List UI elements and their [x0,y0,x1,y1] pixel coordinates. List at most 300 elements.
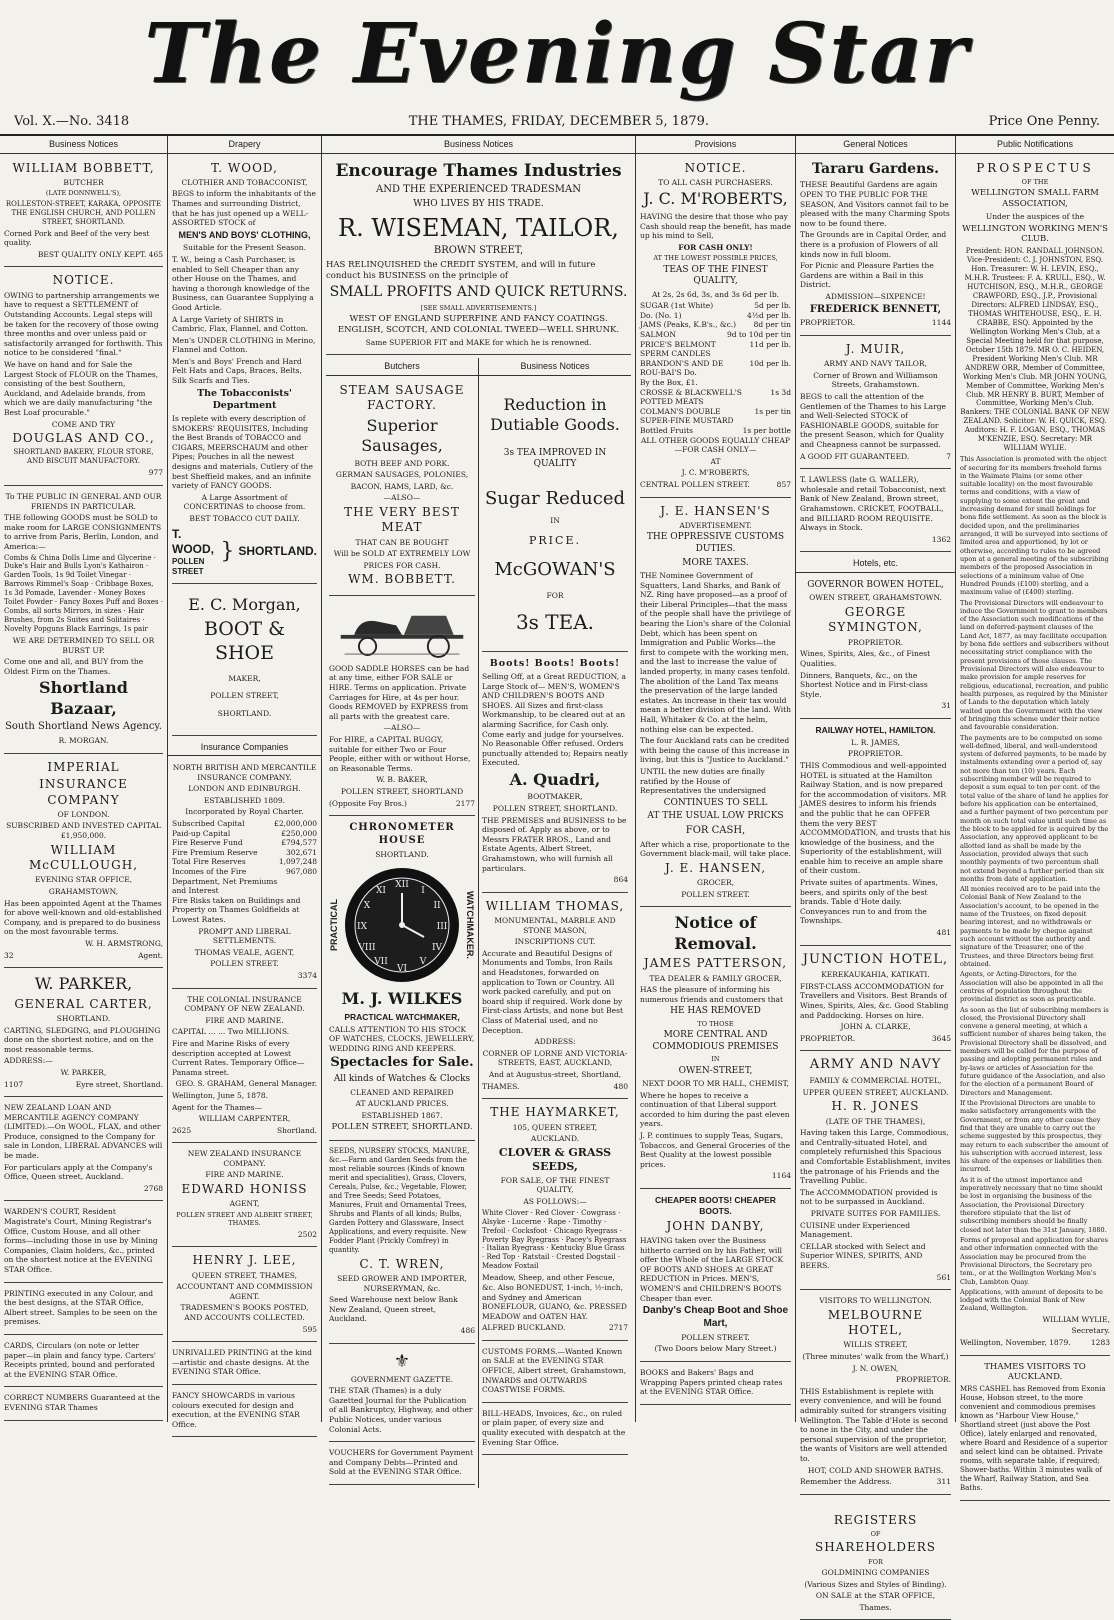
ad-body: PRINTING executed in any Colour, and the best designs, at the STAR Office, Albert street. Samples to be seen on the premises. [4,1288,158,1327]
ad-body: Accurate and Beautiful Designs of Monuments and Tombs, Iron Rails and Headstones, forwarded on application to Town or Country. All work packed carefully, and put on board ship if required. Work done by First-class Artists, and none but Best Class of Material used, and no Deception. [482,948,623,1035]
ad-number: 7 [946,451,951,461]
ad-line: T. WOOD, [172,526,214,556]
ad-line: GERMAN SAUSAGES, POLONIES, [335,470,469,480]
ad-line: SHORTLAND. [56,1013,111,1023]
ad-body: Meadow, Sheep, and other Fescue, &c. Also BONEDUST, 1-inch, ½-inch, and Sydney and American BONEFLOUR, GUANO, &c. PRESSED MEADOW and OATEN HAY. [482,1273,627,1321]
ad-army-navy-hotel [800,1054,951,1290]
ad-line: TRADESMEN'S BOOKS POSTED, AND ACCOUNTS COLLECTED. [180,1303,309,1322]
ad-line: TEAS OF THE FINEST QUALITY, [663,264,768,287]
ad-body: VOUCHERS for Government Payment and Company Debts—Printed and Sold at the EVENING STAR Office. [329,1448,474,1477]
column-public-notifications [956,136,1114,1492]
ad-heading: Encourage Thames Industries [335,160,622,181]
ad-body: FANCY SHOWCARDS in various colours executed for design and execution, at the EVENING STAR Office. [172,1390,300,1429]
ad-line: PRACTICAL WATCHMAKER, [344,1011,460,1022]
ad-line: THOMAS VEALE, AGENT, [194,947,295,957]
ad-number: 1283 [1090,1337,1110,1347]
clock-block [329,861,475,989]
ad-governor-bowen [800,577,951,719]
ad-line: HOT, COLD AND SHOWER BATHS. [807,1465,944,1475]
ad-heading: WELLINGTON WORKING MEN'S CLUB. [962,223,1108,245]
ad-line: 864 [613,875,628,885]
ad-heading: SHAREHOLDERS [814,1540,937,1555]
ad-line: AT THE USUAL LOW PRICKS [647,811,784,822]
column-provisions [636,136,796,1422]
ad-line: Wellington, June 5, 1878. [172,1090,268,1100]
ad-wood [172,158,317,584]
ad-heading: NEW ZEALAND INSURANCE COMPANY. [187,1149,302,1168]
svg-text:VII: VII [374,957,388,968]
ad-line: South Shortland News Agency. [5,721,162,733]
ad-heading: SMALL PROFITS AND QUICK RETURNS. [329,283,628,300]
ad-mcroberts [640,158,791,498]
ad-line: Under the auspices of the [985,211,1085,221]
ad-line: W. H. ARMSTRONG, [85,938,163,948]
table-row [640,330,791,340]
row-value: 5d per lb. [754,301,791,311]
ad-customs [482,1344,628,1403]
ad-body: CUISINE under Experienced Management. [800,1220,911,1240]
ad-line: ON SALE at the STAR OFFICE, [815,1591,936,1601]
section-header: Hotels, etc. [796,555,955,573]
subcolumn-butchers [326,358,478,1488]
ad-body: Is replete with every description of SMOKERS' REQUISITES, Including the Best Brands of TOBACCO and CIGARS, MEERSCHAUM and other Pipes; Pouches in all the newest designs and materials, Cutlery of the best Sheffield makes, and an infinite variety of FANCY GOODS. [172,413,313,491]
ad-heading: THE HAYMARKET, [490,1105,620,1120]
ad-body: Fire and Marine Risks of every description accepted at Lowest Current Rates. Temporary Office—Panama street. [172,1038,305,1077]
ad-line: WHO LIVES BY HIS TRADE. [413,199,544,210]
ad-heading: FREDERICK BENNETT, [809,303,942,315]
ad-line: —ALSO— [383,723,421,733]
ad-line: BEST QUALITY ONLY KEPT. 465 [37,249,163,259]
ad-body: As soon as the list of subscribing members is closed, the Provisional Directory shall convene a general meeting, at which a sufficient number of shares being taken, the Provisional Directory shall be dissolved, and members will be called for the purpose of passing and adopting permanent rules and by-laws or articles of Association for the future guidance of the Association, and also for the election of a permanent Board of Directors and Management. [960,1005,1109,1097]
ad-line: PRICE. [529,533,581,547]
ad-body: THESE Beautiful Gardens are again OPEN TO THE PUBLIC FOR THE SEASON, And Visitors cannot fail to be pleased with the many Charming Spots now to be found there. [800,180,950,228]
ad-line: 31 [941,701,951,711]
ad-line: Come one and all, and BUY from the Oldest Firm on the Thames. [4,657,144,676]
ad-line: JOHN A. CLARKE, [840,1022,911,1032]
row-label: Bottled Fruits [640,425,693,435]
ad-line: 977 [148,468,163,478]
row-label: Fire Reserve Fund [172,838,243,848]
ad-line: BROWN STREET, [433,245,524,257]
ad-heading: NOTICE. [684,160,747,175]
ad-haymarket [482,1102,628,1341]
section-header: Butchers [326,358,478,376]
ad-line: Corner of Brown and Williamson Streets, Grahamstown. [813,370,938,390]
ad-town: Shortland. [277,1125,317,1135]
ad-heading: IMPERIAL [47,759,120,774]
ad-line: GOLDMINING COMPANIES [821,1568,930,1578]
ad-line: All kinds of Watches & Clocks [333,1074,471,1085]
price-list [640,301,791,435]
row-label: COLMAN'S DOUBLE SUPER-FINE MUSTARD [640,406,734,426]
section-header: Drapery [168,136,321,154]
ad-melbourne-hotel [800,1293,951,1495]
column-business-notices-1 [0,136,168,1422]
table-row [640,359,791,378]
ad-number: 2177 [455,798,475,808]
ad-line: AUCKLAND. [530,1134,580,1144]
ad-number: 311 [936,1477,951,1487]
ad-line [329,799,475,809]
ad-heading: CHEAPER BOOTS! CHEAPER BOOTS. [655,1194,776,1216]
ad-line: COME AND TRY [51,419,116,429]
ad-heading: BOOT & SHOE [203,618,286,665]
ad-line: L. R. JAMES, [851,737,900,747]
ad-body: The payments are to be computed on some well-defined, liberal, and well-understood system of deferred payments, to be made by instalments extending over a period of, say not more than ten (10) years. Each subscribing member will be required to deposit a sum equal to ten per cent. of the total value of the share of land he applies for before his application can be entertained, and a further payment of two percentum per month on such total value until such time as the block to be applied for is acquired by the Association, any approved applicant to be allotted land as shall be made by the Association, provided always that such monthly payments of two percentum shall not extend beyond a further period than six months from date of application. [960,733,1109,883]
subcolumns [326,358,631,1488]
ad-line: And at Augustus-street, Shortland, [488,1069,622,1079]
row-value: £794,577 [281,838,317,848]
ad-heading: C. T. WREN, [359,1256,445,1271]
ad-heading: WILLIAM THOMAS, [485,898,625,913]
ad-heading: A. Quadri, [509,769,601,789]
ad-line [800,1477,951,1487]
column-general-notices [796,136,956,1612]
ad-line: WE ARE DETERMINED TO SELL OR BURST UP. [12,636,155,655]
ad-body: HAVING taken over the Business hitherto carried on by his Father, will offer the Whole of the LARGE STOCK OF BOOTS AND SHOES At GREAT REDUCTION in Prices. MEN'S, WOMEN'S and CHILDREN'S BOOTS Cheaper than ever. [640,1236,784,1303]
ad-line: 3s TEA IMPROVED IN QUALITY [503,447,607,470]
table-row [640,426,791,436]
ad-line: 486 [460,1326,475,1335]
ad-line [640,480,791,490]
ad-line: Same SUPERIOR FIT and MAKE for which he is renowned. [365,337,592,347]
ad-line: 2768 [143,1183,163,1193]
ad-heading: McGOWAN'S [494,558,616,580]
ad-line: LONDON AND EDINBURGH. [188,784,301,794]
ad-line: PROMPT AND LIBERAL SETTLEMENTS. [198,926,291,946]
ad-line: PRICES FOR CASH. [363,560,441,570]
ad-line: HE HAS REMOVED [670,1006,761,1017]
ad-line: IN [711,1055,720,1064]
svg-text:I: I [421,886,425,897]
ad-vouchers [329,1445,475,1485]
ad-body: BEGS to call the attention of the Gentlemen of the Thames to his Large and Well-Selected STOCK of FASHIONABLE GOODS, suitable for the present Season, which for Quality and Cheapness cannot be surpassed. [800,392,946,450]
ad-heading: Boots! Boots! Boots! [489,657,621,669]
row-value: 10d per lb. [749,358,791,368]
ad-line: OF [870,1530,881,1539]
ad-heading: THE COLONIAL INSURANCE COMPANY OF NEW ZEALAND. [184,994,305,1014]
ad-line: PROPRIETOR. [895,1375,951,1385]
ad-line: J. N. OWEN, [852,1363,899,1373]
volume-number: Vol. X.—No. 3418 [14,113,130,129]
ad-line: KEREKAUKAHIA, KATIKATI. [821,970,930,980]
ad-mcgowan [482,380,628,652]
ad-body: J. P. continues to supply Teas, Sugars, Tobaccos, and General Groceries of the Best Quality at the lowest possible prices. [640,1130,791,1169]
ad-line: MONUMENTAL, MARBLE AND STONE MASON, [494,916,616,935]
ad-line: OF LONDON. [57,809,110,819]
ad-line: THE OPPRESSIVE CUSTOMS DUTIES. [646,532,785,554]
ad-baker [329,599,475,816]
ad-body: All monies received are to be paid into the Colonial Bank of New Zealand to the Association's account, to be opened in the name of the Trustees, on fixed deposit bearing interest, and no withdrawals or payments to be made by cheque against such account without the authority and signature of the Treasurer, one of the Trustees, and three Directors being first obtained. [960,885,1101,968]
carriage-icon [335,605,469,661]
clock-icon [342,865,462,985]
ad-railway-hotel [800,722,951,946]
row-label: Paid-up Capital [172,828,231,838]
ad-line: A Large Assortment of CONCERTINAS to choose from. [183,492,306,512]
ad-heading: CLOVER & GRASS SEEDS, [498,1145,612,1173]
ad-line: WILLIS STREET, [843,1340,908,1350]
ad-body: President: HON. RANDALL JOHNSON. Vice-President: C. J. JOHNSTON, ESQ. Hon. Treasurer: W. H. LEVIN, ESQ., M.H.R. Trustees: F. A. KRULL, ESQ., W. HUTCHISON, ESQ., M.H.R., GEORGE CRAWFORD, ESQ., J.P., Provisional Directors: ALFRED LINDSAY, ESQ., THOMAS WHITEHOUSE, ESQ., E. H. CRABBE, ESQ. Appointed by the Wellington Working Men's Club, at a Special Meeting held for that purpose, October 15th 1879. MR O. C. HEIDEN, President Working Men's Club. MR ANDREW ORR, Member of Committee, Working Men's Club. MR JOHN YOUNG, Member of Committee, Working Men's Club. MR HENRY B. BURT, Member of Committee, Working Men's Club. Bankers: THE COLONIAL BANK OF NEW ZEALAND. Solicitor: W. H. QUICK, ESQ. Auditors: H. F. LOGAN, ESQ., THOMAS M'KENZIE, ESQ. Secretary: MR WILLIAM WYLIE. [960,247,1110,453]
ad-line: Incorporated by Royal Charter. [185,807,304,817]
column-drapery [168,136,322,1429]
column-business-notices-2 [322,136,636,1477]
ad-number: 1144 [931,318,951,328]
section-header: Public Notifications [956,136,1114,154]
svg-text:XI: XI [376,886,386,897]
ad-body: The Provisional Directors will endeavour to induce the Government to grant to members of the Association such modifications of the land on deferred-payment clauses of the Land Act, 1877, as may facilitate occupation by bona fide settlers and subscribers without necessitating strict compliance with the present provisions of those clauses. The Provisional Directors will also endeavour to make provision for ample reserves for religious, educational, recreation, and public health purposes, as required by the Minister of Lands to the deputation which lately waited upon the Government with the view of bringing this scheme under their notice and favourable consideration. [960,598,1110,732]
ad-heading: EDWARD HONISS [181,1182,308,1197]
ad-line [4,951,163,961]
ad-line: FOR CASH, [685,824,746,836]
ad-name: ALFRED BUCKLAND. [482,1323,566,1333]
section-header: Business Notices [479,358,631,376]
ad-prospectus [960,158,1110,1356]
ad-line [800,1034,951,1044]
ad-body: THE STAR (Thames) is a duly Gazetted Journal for the Publication of all Bankruptcy, Highway, and other Public Notices, under various Colonial Acts. [329,1386,473,1434]
ad-heading: JAMES PATTERSON, [643,956,788,971]
ad-line: PROPRIETOR. [847,749,904,759]
ad-heading: INSURANCE COMPANY [39,777,128,807]
ad-body: CARDS, Circulars (on note or letter paper—in plain and fancy type. Carters' Receipts printed, bound and perforated at the EVENING STAR Office. [4,1340,156,1379]
ad-heading: Superior Sausages, [361,415,443,456]
ad-line: (Three minutes' walk from the Wharf,) [802,1352,949,1361]
ad-thomas [482,896,628,1099]
ad-line: Agent for the Thames— [172,1102,263,1112]
ad-line: EVENING STAR OFFICE, [34,875,133,885]
ad-bazaar [4,489,163,754]
ad-heading: To THE PUBLIC IN GENERAL AND OUR FRIENDS IN PARTICULAR. [5,491,162,511]
ad-patterson [640,910,791,1189]
row-label: SALMON [640,330,676,340]
ad-body: Forms of proposal and application for shares and other information connected with the Association may be procured from the Provisional Directors, the Secretary pro tem., or at the Wellington Working Men's Club, Lambton Quay. [960,1235,1108,1286]
ad-correct [4,1390,163,1420]
row-value: 4½d per lb. [746,310,791,320]
ad-note: (Opposite Foy Bros.) [329,798,407,808]
ad-line: FAMILY & COMMERCIAL HOTEL, [809,1076,942,1086]
table-row [172,848,317,858]
ad-line: INSCRIPTIONS CUT. [514,937,596,947]
row-value: £2,000,000 [274,819,317,829]
ad-number: 1107 [4,1079,24,1089]
ad-heading: MELBOURNE HOTEL, [827,1307,924,1338]
ad-body: Wines, Spirits, Ales, &c., of Finest Qualities. [800,649,931,668]
ad-line: Secretary. [1071,1326,1110,1336]
ad-line: BACON, HAMS, LARD, &c. [350,481,454,491]
ad-body: THE following GOODS must be SOLD to make room for LARGE CONSIGNMENTS to arrive from Paris, Berlin, London, and America:— [4,513,162,551]
row-value: 1s per bottle [742,425,791,435]
ad-line: 1362 [931,534,951,544]
ad-heading: VISITORS TO WELLINGTON. [819,1296,932,1306]
ad-line: BEST TOBACCO CUT DAILY. [189,513,300,523]
ad-line: BUTCHER [63,177,104,187]
ad-town: THAMES. [482,1081,520,1091]
ad-body: CALLS ATTENTION TO HIS STOCK OF WATCHES, CLOCKS, JEWELLERY, WEDDING RING AND KEEPERS. [329,1024,475,1053]
ad-line: MAKER, [228,673,261,683]
ad-body: A Large Variety of SHIRTS in Cambric, Flax, Flannel, and Cotton. [172,314,308,334]
ad-lawless [800,472,951,552]
ad-line: FOR CASH ONLY! [678,242,753,252]
ad-heading: Danby's Cheap Boot and Shoe Mart, [642,1305,789,1330]
ad-line: Remember the Address. [800,1477,892,1487]
ad-line [4,1080,163,1090]
issue-date: THE THAMES, FRIDAY, DECEMBER 5, 1879. [408,113,710,129]
section-header: Provisions [636,136,795,154]
ad-line: QUEEN STREET, THAMES, [191,1270,298,1280]
ad-line: TEA DEALER & FAMILY GROCER, [649,973,782,983]
ad-role: Agent. [138,950,163,960]
ad-line [482,1082,628,1092]
dateline [0,108,1114,136]
ad-heading: JOHN DANBY, [666,1218,765,1233]
ad-street: Eyre street, Shortland. [75,1079,163,1089]
table-row [640,388,791,407]
ad-body: HAS RELINQUISHED the CREDIT SYSTEM, and will in future conduct his BUSINESS on the principle of [326,260,596,281]
ad-line: Suitable for the Present Season. [182,243,306,253]
ad-line: AS FOLLOWS:— [523,1197,587,1207]
ad-line [960,1338,1110,1348]
row-value: 967,080 [285,867,317,877]
ad-line: A GOOD FIT GUARANTEED. [800,451,910,461]
coat-of-arms-icon: ⚜ [393,1350,411,1372]
section-header: Business Notices [0,136,167,154]
ad-heading: H. R. JONES [831,1099,920,1114]
ad-line [800,452,951,462]
ad-body: T. LAWLESS (late G. WALLER), wholesale and retail Tobacconist, next Bank of New Zealand, Brown street, Grahamstown. CRICKET, FOOTBALL, and BILLIARD ROOM REQUISITE. Always in Stock. [800,475,946,533]
ad-line: (Various Sizes and Styles of Binding). [804,1579,947,1589]
ad-line [482,1323,628,1333]
ad-body: THIS Commodious and well-appointed HOTEL is situated at the Hamilton Railway Station, and is now prepared for the accommodation of visitors. MR JAMES desires to inform his friends and the public that he can OFFER them the very BEST ACCOMMODATION, and trusts that his knowledge of the business, and the Superiority of the establishment, will enable him to receive an ample share of their custom. [800,760,951,876]
ad-parker [4,971,163,1097]
row-label: JAMS (Peaks, K.B's., &c.) [640,320,737,330]
ad-line: FOR [868,1557,883,1566]
ad-body: Dinners, Banquets, &c., on the Shortest Notice and in First-class Style. [800,670,928,699]
ad-body: Combs & China Dolls Lime and Glycerine · Duke's Hair and Bulls Lyon's Kathairon · Garden Tools, 1s 9d Toilet Vinegar · Barrows Rimmel's Soap · Cribbage Boxes, 1s 3d Pomade, Lavender · Money Boxes Toilet Powder · Fancy Boxes Puff and Boxes · Combs, all sorts Mirrors, in sizes · Hair Brushes, from 2s Suites and Solitaires · Novelty Popguns Black Earrings, 1s pair [4,553,164,634]
ad-line: FOR SALE, OF THE FINEST QUALITY, [500,1175,610,1195]
ad-body: As it is of the utmost importance and imperatively necessary that no time should be lost in organising the business of the Association, the Provisional Directory therefore stipulate that the list of subscribing members should be finally closed not later than the 31st January, 1880. [960,1175,1107,1234]
ad-line: PRACTICAL [329,899,339,952]
ad-heading: 3s TEA. [515,610,595,635]
ad-muir [800,339,951,469]
ad-body: Men's and Boys' French and Hard Felt Hats and Caps, Braces, Belts, Silk Scarfs and Ties. [172,356,302,386]
section-header: Business Notices [322,136,635,154]
row-label: Fire Premium Reserve [172,847,258,857]
svg-text:II: II [433,901,441,912]
ad-heading: J. C. M'ROBERTS, [643,189,788,209]
ad-line: POLLEN STREET. [210,959,279,969]
ad-line: SHORTLAND BAKERY, FLOUR STORE, AND BISCUIT MANUFACTORY. [13,448,154,466]
ad-line: SHORTLAND. [238,544,317,559]
ad-body: Where he hopes to receive a continuation of that Liberal support accorded to him during the past eleven years. [640,1090,790,1129]
ad-body: THIS Establishment is replete with every convenience, and will be found admirably suited for strangers visiting Wellington. The Table d'Hote is second to none in the City, and under the personal supervision of the proprietor, the wants of Visitors are well attended to. [800,1386,949,1463]
ad-line: CLEANED AND REPAIRED [350,1087,454,1097]
ad-heading: M. J. WILKES [341,989,463,1009]
ad-body: WARDEN'S COURT, Resident Magistrate's Court, Mining Registrar's Office, Custom House, and all other forms—including those in use by Mining Companies, Claim holders, &c., printed on the shortest notice at the EVENING STAR Office. [4,1207,158,1275]
ad-body: Private suites of apartments. Wines, beers, and spirits only of the best brands. Table d'Hote daily. Conveyances run to and from the Townships. [800,878,938,926]
ad-line: AT AUCKLAND PRICES. [355,1099,449,1109]
ad-line: WATCHMAKER. [465,891,475,960]
table-row [640,407,791,426]
ad-heading: NORTH BRITISH AND MERCANTILE INSURANCE COMPANY. [172,763,317,782]
ad-line [800,318,951,328]
price: Price One Penny. [988,113,1100,129]
ad-body: T. W., being a Cash Purchaser, is enabled to Sell Cheaper than any other House on the Thames, and having a thorough knowledge of the Business, can Guarantee Supplying a Good Article. [172,254,314,312]
ad-body: UNTIL the new duties are finally ratified by the House of Representatives the undersigned [640,766,767,796]
ad-line: AT THE LOWEST POSSIBLE PRICES, [653,254,778,263]
ad-line: MORE CENTRAL AND COMMODIOUS PREMISES [652,1030,779,1052]
ad-line: FIRE AND MARINE. [205,1170,284,1180]
ad-line: (LATE DONNWELL'S), [45,189,122,198]
svg-text:III: III [436,922,448,933]
ad-bakers-bags [640,1365,791,1405]
ad-number: 2717 [608,1323,628,1333]
ad-printing [4,1286,163,1335]
ad-line: 481 [936,928,951,938]
ad-line: [SEE SMALL ADVERTISEMENTS.] [420,303,537,312]
row-value: 11d per lb. [749,339,791,349]
ad-line: POLLEN STREET. [681,1332,750,1342]
row-label: Total Fire Reserves [172,857,246,867]
section-header: Insurance Companies [168,739,321,757]
ad-body: Having taken this Large, Commodious, and Centrally-situated Hotel, and completely refurnished this Spacious and Comfortable Establishment, invites the patronage of his Friends and the Travelling Public. [800,1128,951,1186]
ad-body: The ACCOMMODATION provided is not to be surpassed in Auckland. [800,1187,938,1207]
svg-text:VI: VI [396,964,408,975]
ad-heading: WILLIAM McCULLOUGH, [28,842,139,873]
ad-line: PROPRIETOR. [847,637,904,647]
masthead-title: The Evening Star [144,6,970,102]
masthead [0,0,1114,108]
carriage-engraving [335,605,469,661]
ad-line: POLLEN STREET, [210,691,279,701]
row-label: Incomes of the Fire Department, Net Premiums and Interest [172,867,278,896]
ad-body: BILL-HEADS, Invoices, &c., on ruled or plain paper, of every size and quality executed with despatch at the Evening Star Office. [482,1408,626,1447]
ad-heading: R. WISEMAN, TAILOR, [338,213,619,242]
table-row [640,311,791,321]
svg-text:XII: XII [395,880,409,891]
ad-junction-hotel [800,949,951,1052]
svg-text:IX: IX [357,922,367,933]
ad-line: GRAHAMSTOWN, [48,886,119,896]
ad-line: WEST OF ENGLAND SUPERFINE AND FANCY COATINGS. ENGLISH, SCOTCH, AND COLONIAL TWEED—WELL SHRUNK. [337,314,620,335]
row-label: CROSSE & BLACKWELL'S POTTED MEATS [640,387,742,407]
ad-line: ADDRESS: [534,1037,576,1047]
ad-tararu [800,158,951,336]
ad-line: W. B. BAKER, [376,775,428,785]
ad-body: For Picnic and Pleasure Parties the Gardens are within a Bail in this District. [800,261,934,290]
ad-body: FIRST-CLASS ACCOMMODATION for Travellers and Visitors. Best Brands of Wines, Spirits, Ales, &c. Good Stabling and Paddocking. Horses on hire. [800,981,949,1020]
ad-nz-insurance [172,1146,317,1247]
ad-lee [172,1250,317,1342]
ad-body: After which a rise, proportionate to the Government black-mail, will take place. [640,839,791,859]
ad-heading: Sugar Reduced [484,487,626,509]
svg-text:VIII: VIII [358,943,376,954]
ad-line: TO ALL CASH PURCHASERS. [658,177,773,187]
ad-heading: GOVERNOR BOWEN HOTEL, [807,579,944,590]
ad-body: For particulars apply at the Company's Office, Queen street, Auckland. [4,1162,153,1182]
ad-heading: WILLIAM BOBBETT, [12,160,155,175]
ad-quadri [482,655,628,893]
ad-line: CLOTHIER AND TOBACCONIST, [181,177,308,187]
ad-body: Selling Off, at a Great REDUCTION, a Large Stock of— MEN'S, WOMEN'S AND CHILDREN'S BOOTS AND SHOES. All Sizes and first-class Workmanship, to be cleared out at an alarming Sacrifice, for Cash only. Come early and judge for yourselves. No Reasonable Offer refused. Orders punctually attended to; Repairs neatly Executed. [482,671,628,768]
row-label: BRANDON'S AND DE ROU-BAI'S Do. [640,358,724,378]
ad-heading: GEORGE SYMINGTON, [828,605,923,635]
ad-heading: THAMES VISITORS TO AUCKLAND. [984,1361,1086,1383]
ad-line: ADVERTISEMENT. [679,520,752,530]
ad-body: Men's UNDER CLOTHING in Merino, Flannel and Cotton. [172,335,316,355]
ad-heading: J. E. HANSEN, [664,860,767,875]
wood-signature [172,527,317,578]
ad-heading: NOTICE. [52,273,115,288]
ad-line: OWEN STREET, GRAHAMSTOWN. [809,593,942,603]
